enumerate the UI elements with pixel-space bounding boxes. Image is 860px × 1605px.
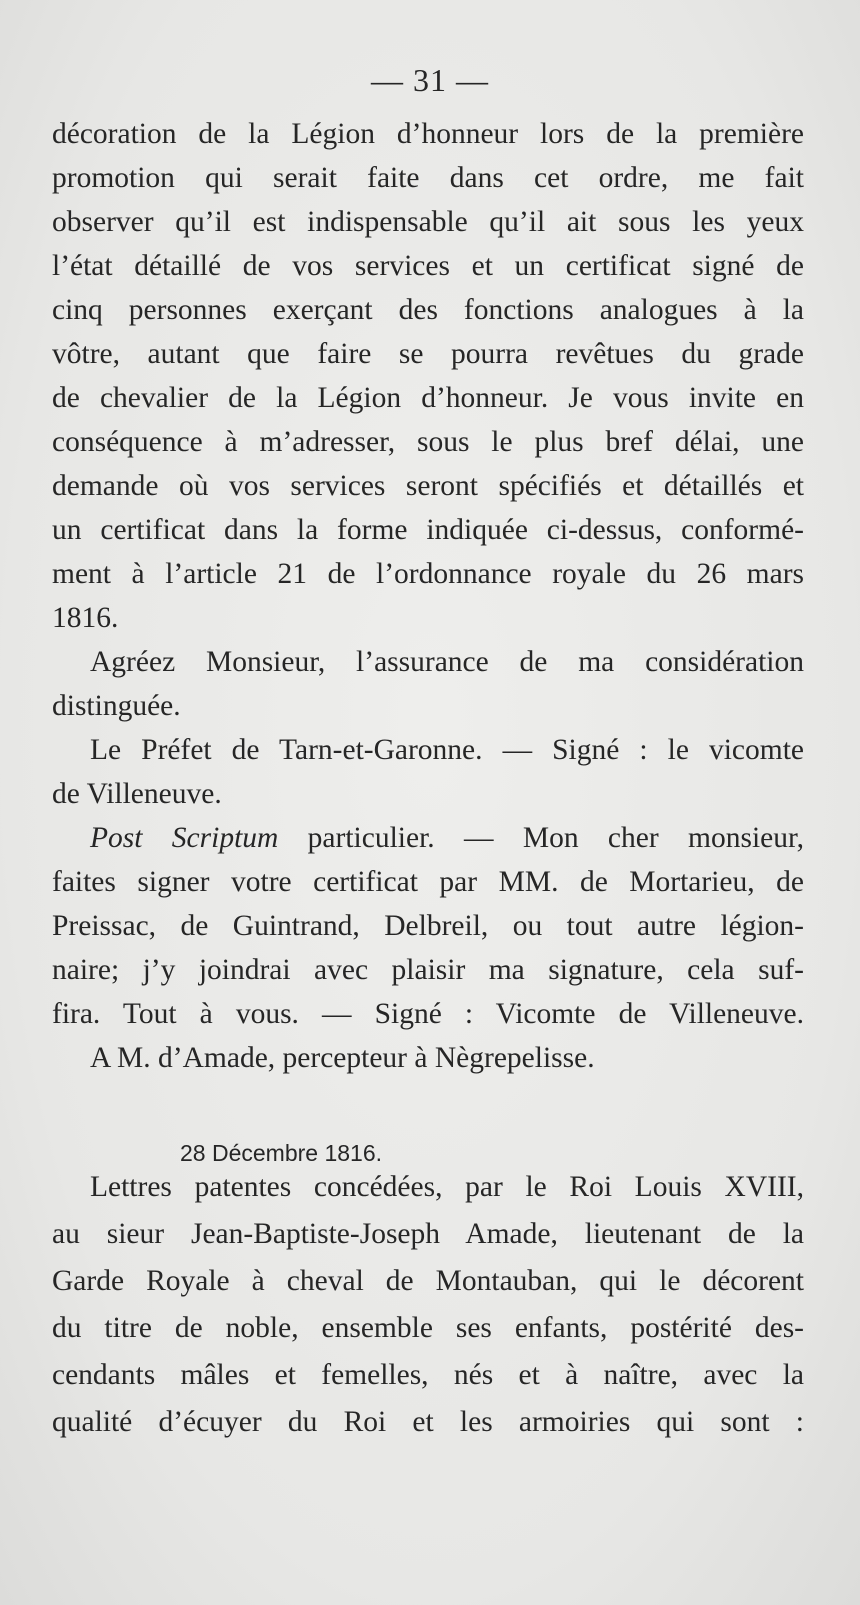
text-line: cendants mâles et femelles, nés et à naître, avec la: [52, 1359, 804, 1391]
text-line: Le Préfet de Tarn-et-Garonne. — Signé : le vicomte: [90, 734, 804, 766]
postscript-first-line: particulier. — Mon cher monsieur,: [278, 822, 805, 854]
signature-paragraph: [52, 728, 804, 816]
page-number: — 31 —: [371, 62, 489, 98]
text-line: Garde Royale à cheval de Montauban, qui le décorent: [52, 1265, 804, 1297]
text-line: distinguée.: [52, 690, 181, 722]
text-line: qualité d’écuyer du Roi et les armoiries qui sont :: [52, 1406, 804, 1438]
patent-paragraph: [52, 1164, 804, 1446]
text-line: un certificat dans la forme indiquée ci-dessus, conformé-: [52, 514, 804, 546]
text-line: au sieur Jean-Baptiste-Joseph Amade, lieutenant de la: [52, 1218, 804, 1250]
text-line: faites signer votre certificat par MM. de Mortarieu, de: [52, 866, 804, 898]
text-line: l’état détaillé de vos services et un certificat signé de: [52, 250, 804, 282]
text-line: demande où vos services seront spécifiés et détaillés et: [52, 470, 804, 502]
letter-paragraph: [52, 112, 804, 640]
postscript-label: Post Scriptum: [90, 822, 279, 854]
text-line: Agréez Monsieur, l’assurance de ma considération: [90, 646, 804, 678]
text-line: naire; j’y joindrai avec plaisir ma signature, cela suf-: [52, 954, 804, 986]
text-line: décoration de la Légion d’honneur lors de la première: [52, 118, 804, 150]
addressee-line: A M. d’Amade, percepteur à Nègrepelisse.: [90, 1042, 595, 1074]
text-line: Lettres patentes concédées, par le Roi Louis XVIII,: [90, 1171, 804, 1203]
postscript-paragraph: [52, 816, 804, 1036]
text-line: de chevalier de la Légion d’honneur. Je vous invite en: [52, 382, 804, 414]
addressee-paragraph: [52, 1036, 804, 1080]
text-line: cinq personnes exerçant des fonctions analogues à la: [52, 294, 804, 326]
text-line: observer qu’il est indispensable qu’il ait sous les yeux: [52, 206, 804, 238]
text-line: fira. Tout à vous. — Signé : Vicomte de Villeneuve.: [52, 998, 804, 1030]
date-heading: 28 Décembre 1816.: [180, 1140, 383, 1166]
text-line: vôtre, autant que faire se pourra revêtues du grade: [52, 338, 804, 370]
text-line: conséquence à m’adresser, sous le plus bref délai, une: [52, 426, 804, 458]
text-line: [52, 816, 804, 860]
closing-paragraph: [52, 640, 804, 728]
text-line: 1816.: [52, 602, 119, 634]
text-line: du titre de noble, ensemble ses enfants, postérité des-: [52, 1312, 804, 1344]
text-line: Preissac, de Guintrand, Delbreil, ou tout autre légion-: [52, 910, 804, 942]
text-line: de Villeneuve.: [52, 778, 222, 810]
text-line: ment à l’article 21 de l’ordonnance royale du 26 mars: [52, 558, 804, 590]
text-line: promotion qui serait faite dans cet ordre, me fait: [52, 162, 804, 194]
